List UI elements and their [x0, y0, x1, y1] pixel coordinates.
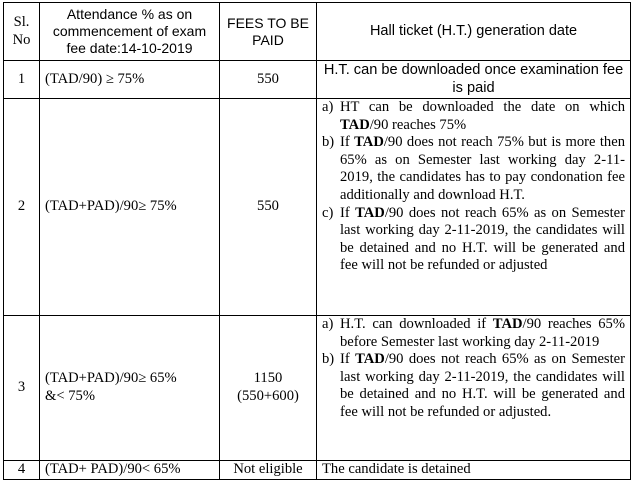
- list-item: [322, 134, 625, 204]
- attendance-fee-table: [3, 2, 631, 480]
- row-condition: (TAD+PAD)/90≥ 75%: [40, 99, 220, 316]
- row-sl: 2: [4, 99, 40, 316]
- table-row: [4, 316, 631, 461]
- list-item: [322, 205, 625, 275]
- header-attendance: Attendance % as on commencement of exam fee date:14-10-2019: [40, 3, 220, 61]
- item-text: H.T. can downloaded if TAD/90 reaches 65% before Semester last working day 2-11-2019: [340, 316, 625, 350]
- header-row: [4, 3, 631, 61]
- row-fee: 550: [220, 61, 317, 99]
- row-hall-ticket: H.T. can be downloaded once examination fee is paid: [317, 61, 631, 99]
- row-hall-ticket: [317, 99, 631, 316]
- row-fee: Not eligible: [220, 461, 317, 480]
- item-label: a): [322, 99, 334, 115]
- list-item: [322, 351, 625, 421]
- row-sl: 1: [4, 61, 40, 99]
- item-label: b): [322, 351, 335, 368]
- list-item: [322, 316, 625, 351]
- row-condition: (TAD/90) ≥ 75%: [40, 61, 220, 99]
- row-sl: 3: [4, 316, 40, 461]
- row-condition: (TAD+ PAD)/90< 65%: [40, 461, 220, 480]
- item-text: If TAD/90 does not reach 65% as on Semester last working day 2-11-2019, the candidates will be detained and no H.T. will be generated and fee will not be refunded or adjusted.: [340, 351, 626, 420]
- row-hall-ticket: The candidate is detained: [317, 461, 631, 480]
- table-row: [4, 99, 631, 316]
- row-fee: 550: [220, 99, 317, 316]
- header-sl-no: Sl. No: [4, 3, 40, 61]
- item-text: If TAD/90 does not reach 65% as on Semester last working day 2-11-2019, the candidates will be detained and no H.T. will be generated and fee will not be refunded or adjusted: [340, 204, 626, 274]
- list-item: [322, 99, 625, 134]
- table-row: [4, 461, 631, 480]
- header-fees: FEES TO BE PAID: [220, 3, 317, 61]
- item-label: c): [322, 204, 334, 221]
- row-hall-ticket: [317, 316, 631, 461]
- header-hall-ticket: Hall ticket (H.T.) generation date: [317, 3, 631, 61]
- row-sl: 4: [4, 461, 40, 480]
- item-text: HT can be downloaded the date on which TAD/90 reaches 75%: [340, 99, 625, 133]
- item-label: b): [322, 134, 335, 151]
- item-text: If TAD/90 does not reach 75% but is more then 65% as on Semester last working day 2-11-2019, the candidates has to pay condonation fee additionally and download H.T.: [340, 134, 625, 203]
- item-label: a): [322, 316, 334, 332]
- row-fee: 1150 (550+600): [220, 316, 317, 461]
- table-row: [4, 61, 631, 99]
- row-condition: (TAD+PAD)/90≥ 65% &< 75%: [40, 316, 220, 461]
